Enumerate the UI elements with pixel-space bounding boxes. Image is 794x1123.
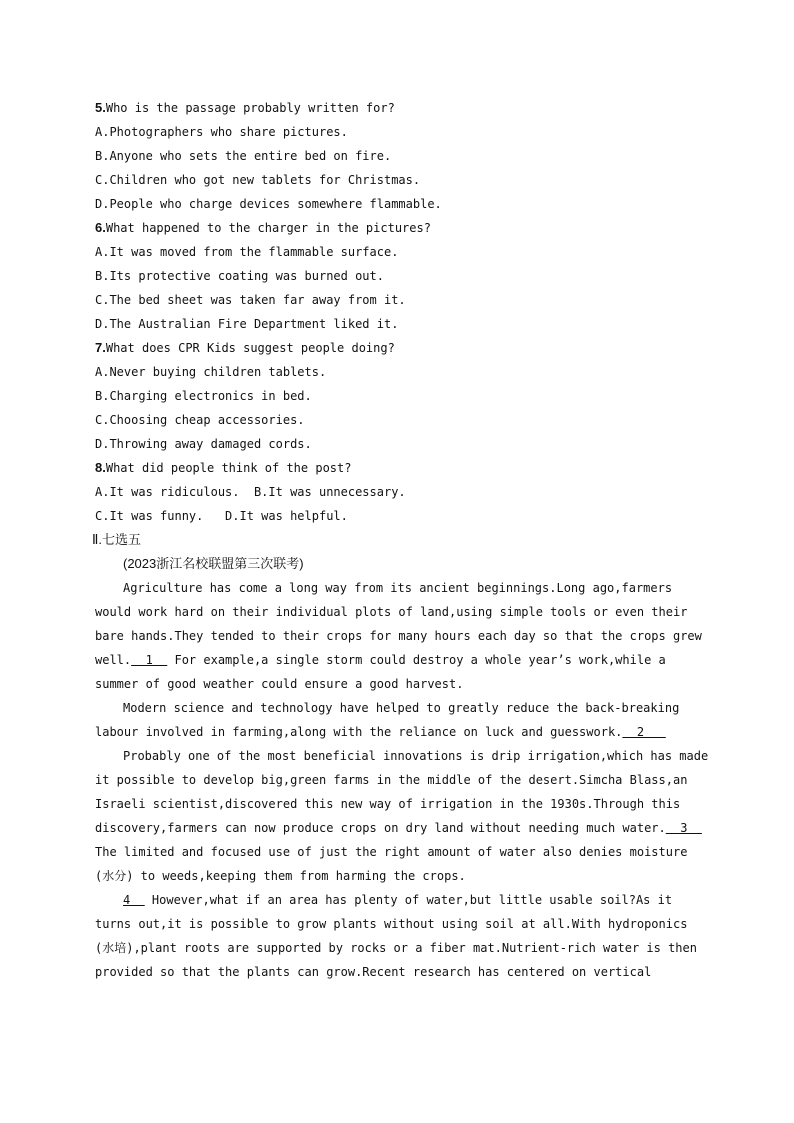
passage-line: (水培),plant roots are supported by rocks or a fiber mat.Nutrient-rich water is then xyxy=(95,941,697,955)
question-7-option-b: B.Charging electronics in bed. xyxy=(95,389,312,403)
section-title: Ⅱ.七选五 xyxy=(92,532,142,547)
blank-1: 1 xyxy=(131,653,168,667)
passage-line: Agriculture has come a long way from its ancient beginnings.Long ago,farmers xyxy=(123,581,673,595)
question-8-options-ab: A.It was ridiculous. B.It was unnecessary. xyxy=(95,485,406,499)
passage-line xyxy=(95,648,666,672)
question-6-option-b: B.Its protective coating was burned out. xyxy=(95,269,384,283)
question-8-options-cd: C.It was funny. D.It was helpful. xyxy=(95,509,348,523)
question-number: 6. xyxy=(95,220,106,235)
passage-line: Probably one of the most beneficial innovations is drip irrigation,which has made xyxy=(123,749,709,763)
question-5-option-b: B.Anyone who sets the entire bed on fire. xyxy=(95,149,392,163)
passage-line: (水分) to weeds,keeping them from harming the crops. xyxy=(95,869,466,883)
question-5-option-d: D.People who charge devices somewhere flammable. xyxy=(95,197,442,211)
blank-4: 4 xyxy=(123,893,145,907)
question-number: 5. xyxy=(95,100,106,115)
question-8-stem xyxy=(95,456,351,480)
passage-text: well. xyxy=(95,653,132,667)
question-6-option-c: C.The bed sheet was taken far away from it. xyxy=(95,293,406,307)
passage-line xyxy=(95,816,702,840)
blank-2: 2 xyxy=(622,725,666,739)
question-5-option-c: C.Children who got new tablets for Christmas. xyxy=(95,173,421,187)
passage-text: labour involved in farming,along with the reliance on luck and guesswork. xyxy=(95,725,623,739)
passage-line: summer of good weather could ensure a good harvest. xyxy=(95,677,464,691)
passage-text: However,what if an area has plenty of water,but little usable soil?As it xyxy=(144,893,673,907)
passage-line: Modern science and technology have helped to greatly reduce the back-breaking xyxy=(123,701,680,715)
passage-line: bare hands.They tended to their crops for many hours each day so that the crops grew xyxy=(95,629,702,643)
passage-line: it possible to develop big,green farms in the middle of the desert.Simcha Blass,an xyxy=(95,773,688,787)
question-number: 7. xyxy=(95,340,106,355)
question-7-stem xyxy=(95,336,395,360)
question-6-stem xyxy=(95,216,431,240)
question-text: What did people think of the post? xyxy=(105,461,352,475)
question-text: Who is the passage probably written for? xyxy=(105,101,395,115)
question-7-option-d: D.Throwing away damaged cords. xyxy=(95,437,312,451)
question-number: 8. xyxy=(95,460,106,475)
question-5-stem xyxy=(95,96,395,120)
passage-line: would work hard on their individual plots of land,using simple tools or even their xyxy=(95,605,688,619)
blank-3: 3 xyxy=(665,821,702,835)
passage-line: provided so that the plants can grow.Recent research has centered on vertical xyxy=(95,965,652,979)
passage-line xyxy=(95,720,666,744)
passage-line: Israeli scientist,discovered this new way of irrigation in the 1930s.Through this xyxy=(95,797,681,811)
question-6-option-a: A.It was moved from the flammable surface. xyxy=(95,245,399,259)
passage-line: The limited and focused use of just the right amount of water also denies moisture xyxy=(95,845,688,859)
passage-text: discovery,farmers can now produce crops on dry land without needing much water. xyxy=(95,821,666,835)
section-source: (2023浙江名校联盟第三次联考) xyxy=(123,556,304,571)
question-5-option-a: A.Photographers who share pictures. xyxy=(95,125,348,139)
question-text: What happened to the charger in the pictures? xyxy=(105,221,431,235)
passage-line: turns out,it is possible to grow plants without using soil at all.With hydroponics xyxy=(95,917,688,931)
passage-text: For example,a single storm could destroy a whole year’s work,while a xyxy=(167,653,666,667)
question-6-option-d: D.The Australian Fire Department liked it. xyxy=(95,317,399,331)
passage-line xyxy=(123,888,672,912)
question-text: What does CPR Kids suggest people doing? xyxy=(105,341,395,355)
question-7-option-a: A.Never buying children tablets. xyxy=(95,365,327,379)
question-7-option-c: C.Choosing cheap accessories. xyxy=(95,413,305,427)
